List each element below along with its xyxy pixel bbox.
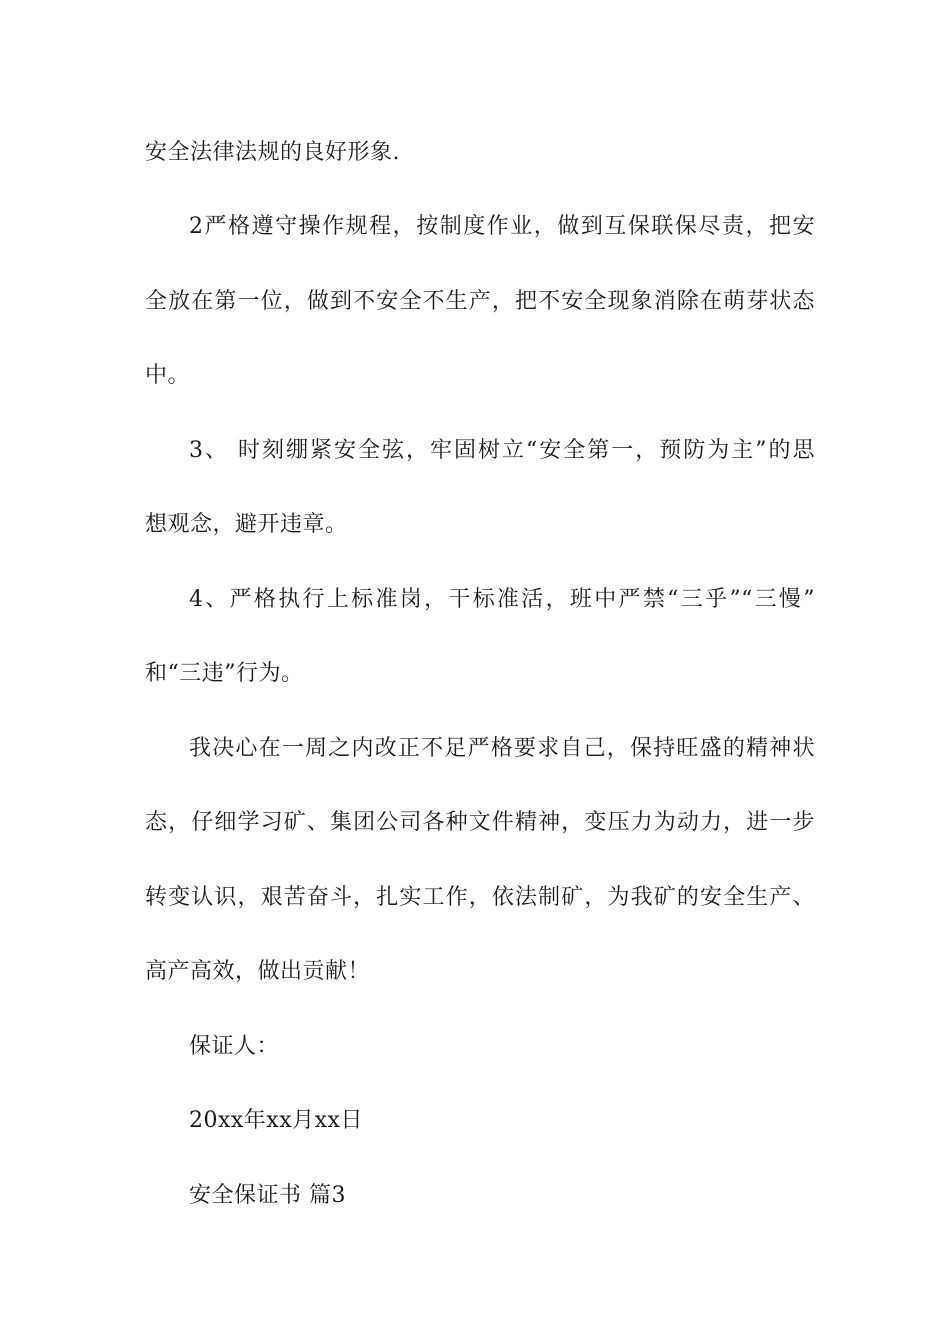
section-heading: 安全保证书 篇3	[189, 1183, 346, 1208]
paragraph-line: 我决心在一周之内改正不足严格要求自己，保持旺盛的精神状	[189, 736, 815, 761]
paragraph-line: 中。	[145, 363, 191, 388]
paragraph-line: 想观念，避开违章。	[145, 512, 348, 537]
guarantor-label: 保证人：	[189, 1034, 280, 1059]
paragraph-line: 转变认识，艰苦奋斗，扎实工作，依法制矿，为我矿的安全生产、	[145, 885, 815, 910]
date-line: 20xx年xx月xx日	[189, 1108, 363, 1133]
paragraph-line: 3、 时刻绷紧安全弦，牢固树立“安全第一，预防为主”的思	[189, 438, 815, 463]
paragraph-line: 安全法律法规的良好形象.	[145, 140, 400, 165]
paragraph-line: 高产高效，做出贡献！	[145, 959, 371, 984]
paragraph-line: 和“三违”行为。	[145, 661, 304, 686]
paragraph-line: 全放在第一位，做到不安全不生产，把不安全现象消除在萌芽状态	[145, 289, 815, 314]
paragraph-line: 4、严格执行上标准岗，干标准活，班中严禁“三乎”“三慢”	[189, 587, 815, 612]
paragraph-line: 2严格遵守操作规程，按制度作业，做到互保联保尽责，把安	[189, 214, 815, 239]
paragraph-line: 态，仔细学习矿、集团公司各种文件精神，变压力为动力，进一步	[145, 810, 815, 835]
